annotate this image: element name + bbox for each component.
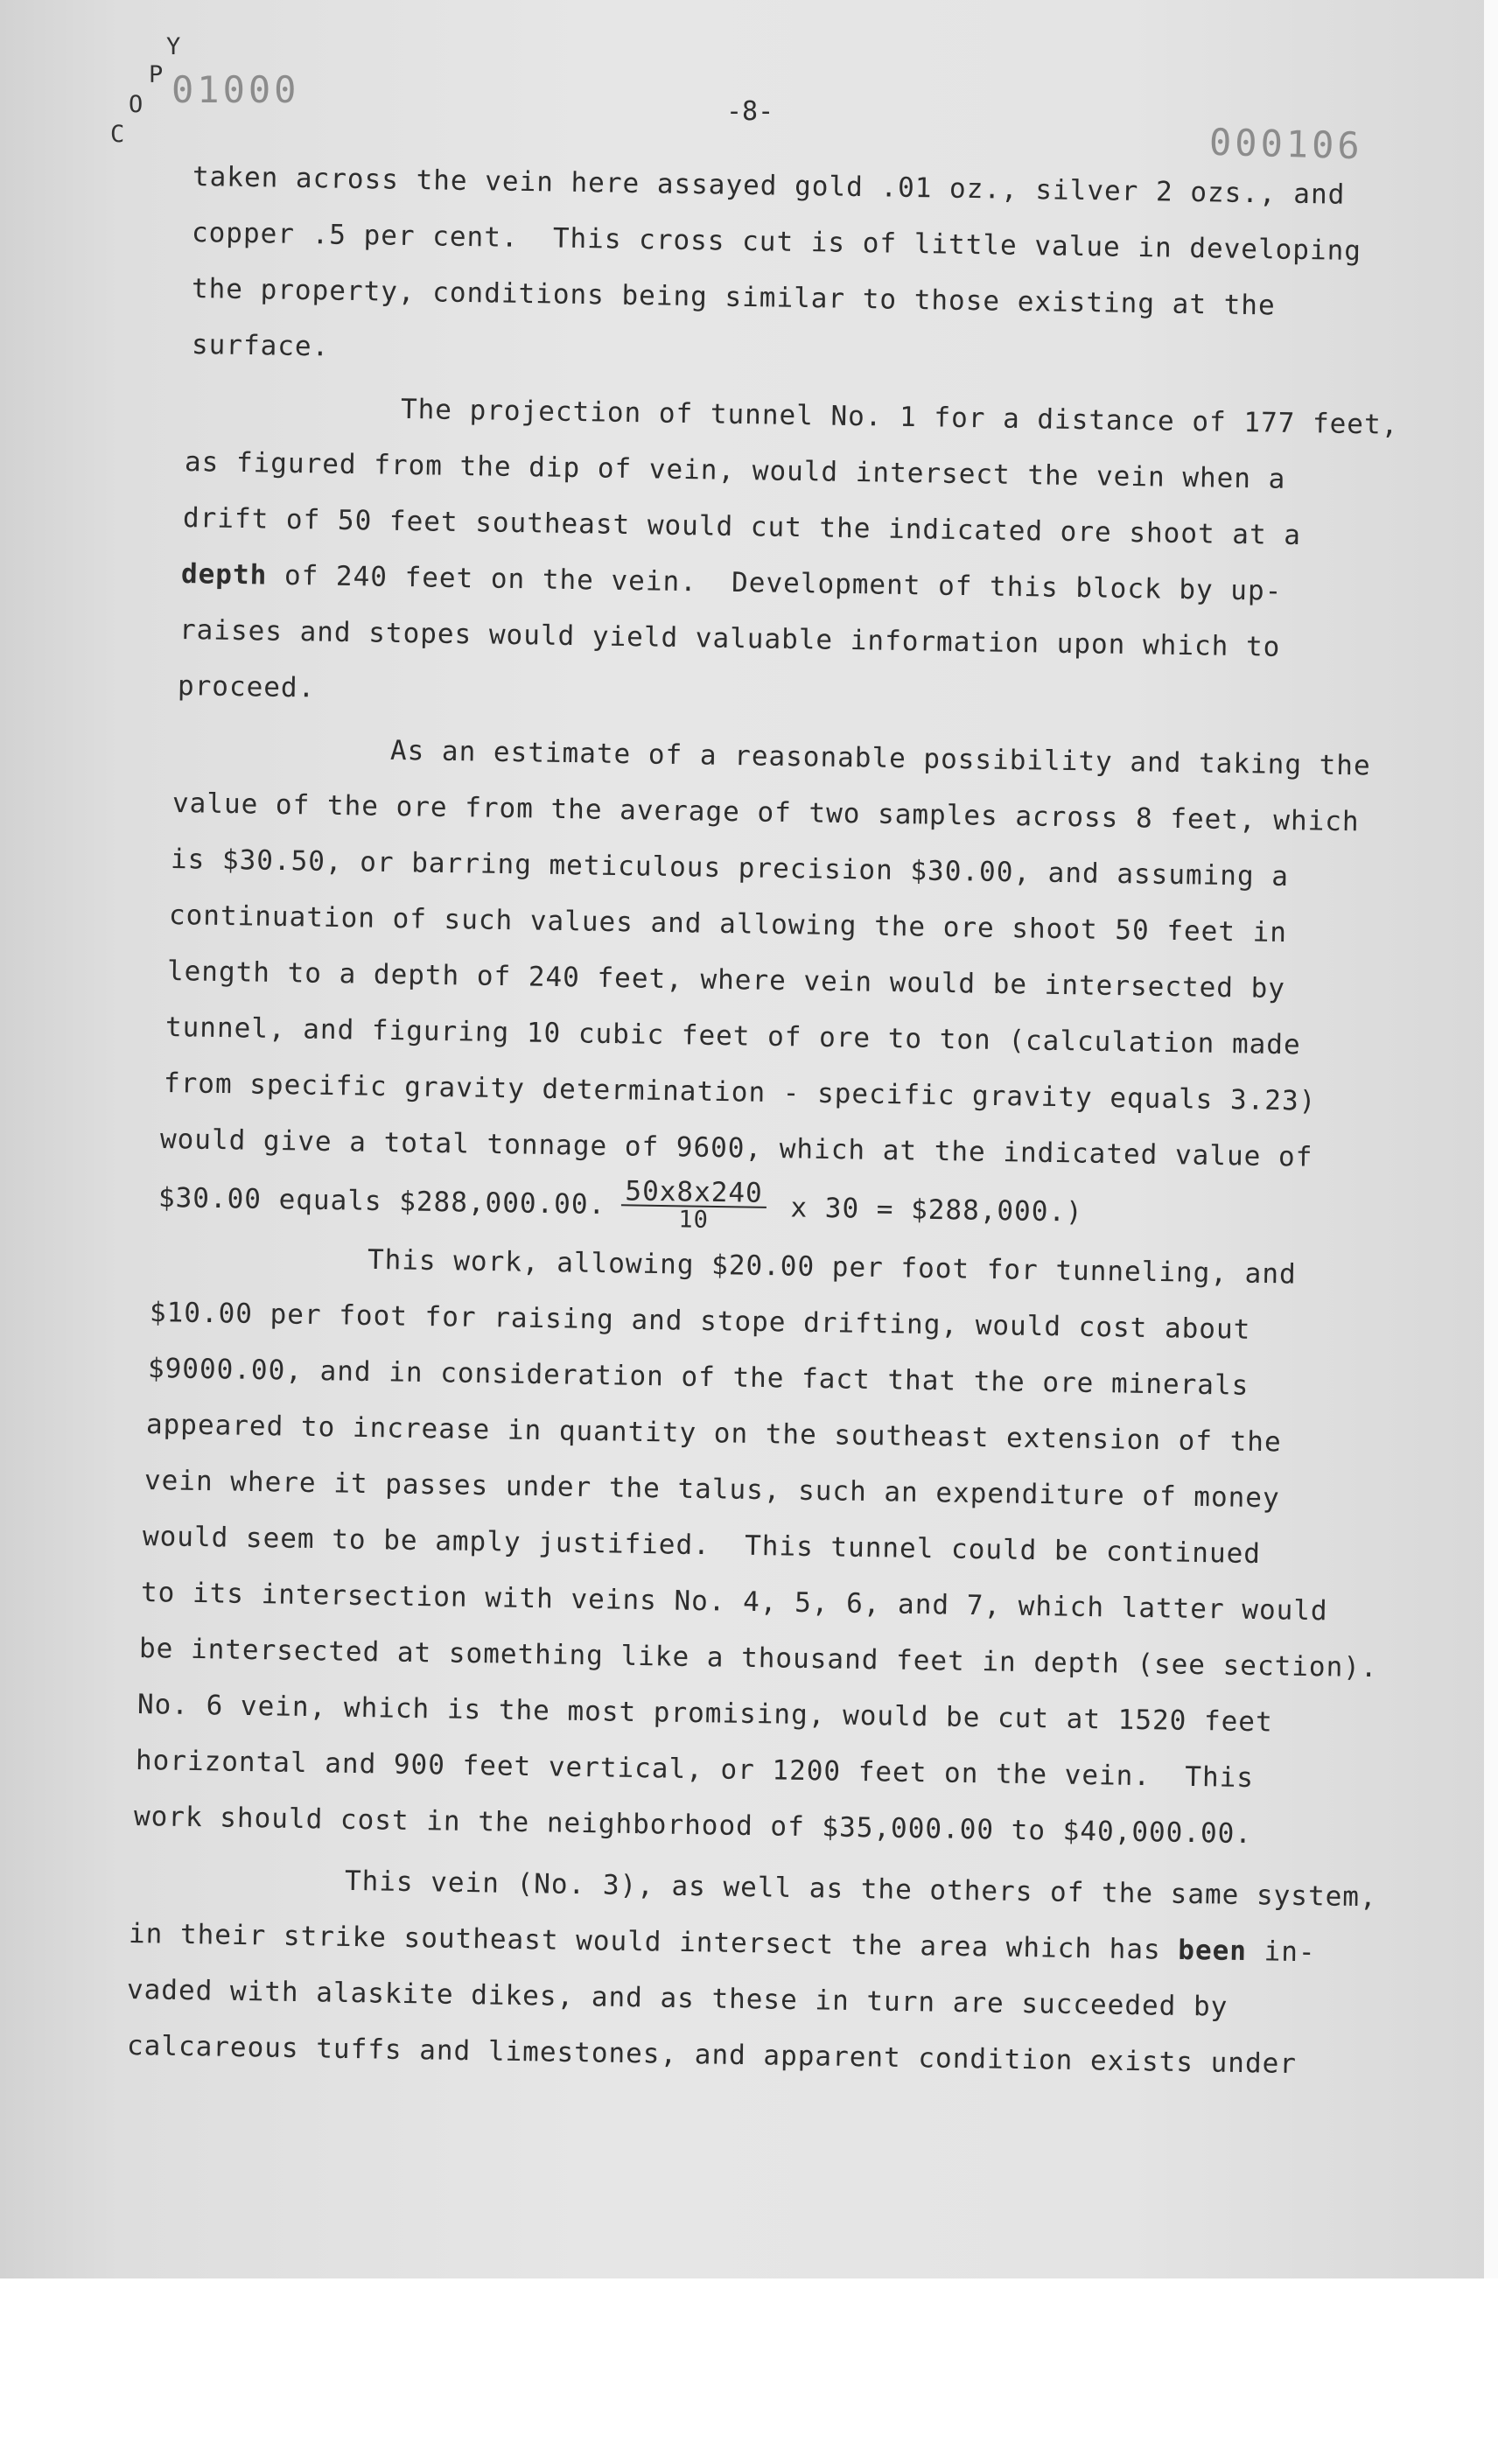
page-number: -8- <box>726 96 774 127</box>
text-line: This vein (No. 3), as well as the others of the same system, <box>344 1865 1377 1914</box>
text-line: copper .5 per cent. This cross cut is of little value in developing <box>191 217 1362 268</box>
text-line: tunnel, and figuring 10 cubic feet of ore to ton (calculation made <box>164 1012 1301 1061</box>
text-line: would give a total tonnage of 9600, which at the indicated value of <box>159 1124 1313 1173</box>
bold-word: depth <box>180 558 268 592</box>
text-line: work should cost in the neighborhood of $35,000.00 to $40,000.00. <box>133 1801 1253 1851</box>
text-line: taken across the vein here assayed gold .01 oz., silver 2 ozs., and <box>192 161 1346 211</box>
text-line: drift of 50 feet southeast would cut the indicated ore shoot at a <box>182 502 1302 552</box>
text-line: No. 6 vein, which is the most promising, would be cut at 1520 feet <box>136 1689 1273 1739</box>
text-line: to its intersection with veins No. 4, 5, 6, and 7, which latter would <box>140 1577 1328 1628</box>
text-line: raises and stopes would yield valuable information upon which to <box>178 614 1281 663</box>
text-line: vein where it passes under the talus, such an expenditure of money <box>144 1465 1280 1515</box>
text-line: horizontal and 900 feet vertical, or 1200 feet on the vein. This <box>135 1745 1255 1795</box>
text-line: This work, allowing $20.00 per foot for tunneling, and <box>367 1243 1297 1291</box>
text-line: surface. <box>191 329 330 363</box>
page-edge <box>1484 0 1498 2278</box>
copy-stamp-letter: Y <box>166 33 181 60</box>
text-span: x 30 = $288,000.) <box>790 1192 1084 1228</box>
copy-stamp-letter: C <box>110 121 125 148</box>
fraction-denominator: 10 <box>678 1206 710 1234</box>
body-text <box>126 149 1404 2081</box>
text-line: from specific gravity determination - specific gravity equals 3.23) <box>163 1068 1317 1117</box>
text-line: proceed. <box>177 670 316 704</box>
text-line: is $30.50, or barring meticulous precision $30.00, and assuming a <box>170 844 1290 893</box>
text-line: the property, conditions being similar to those existing at the <box>191 273 1276 322</box>
serial-number-top-right: 000106 <box>1208 120 1364 168</box>
text-span: in their strike southeast would intersect the area which has <box>128 1918 1179 1966</box>
text-line: appeared to increase in quantity on the southeast extension of the <box>145 1409 1282 1459</box>
fraction-numerator: 50x8x240 <box>621 1178 766 1208</box>
text-line: vaded with alaskite dikes, and as these in turn are succeeded by <box>126 1974 1228 2023</box>
text-line: be intersected at something like a thousand feet in depth (see section). <box>138 1633 1378 1684</box>
text-line: value of the ore from the average of two samples across 8 feet, which <box>172 788 1360 838</box>
text-line: The projection of tunnel No. 1 for a distance of 177 feet, <box>400 393 1399 441</box>
text-line: would seem to be amply justified. This tunnel could be continued <box>142 1521 1262 1571</box>
text-span: in- <box>1246 1936 1316 1969</box>
text-span: $30.00 equals $288,000.00. <box>158 1182 606 1222</box>
bold-word: been <box>1178 1934 1248 1968</box>
text-line: As an estimate of a reasonable possibility and taking the <box>389 734 1371 782</box>
text-line: continuation of such values and allowing the ore shoot 50 feet in <box>168 900 1288 949</box>
copy-stamp-letter: P <box>149 61 164 88</box>
text-line: $9000.00, and in consideration of the fact that the ore minerals <box>147 1353 1250 1402</box>
text-line: $10.00 per foot for raising and stope drifting, would cost about <box>149 1297 1251 1346</box>
fraction <box>621 1175 766 1235</box>
text-span: of 240 feet on the vein. Development of this block by up- <box>267 559 1283 607</box>
text-line: calcareous tuffs and limestones, and apparent condition exists under <box>126 2030 1298 2081</box>
text-line: as figured from the dip of vein, would intersect the vein when a <box>184 446 1286 495</box>
serial-number-top-left: 01000 <box>172 68 300 111</box>
copy-stamp-letter: O <box>129 91 144 118</box>
text-line: length to a depth of 240 feet, where vein would be intersected by <box>166 956 1286 1005</box>
